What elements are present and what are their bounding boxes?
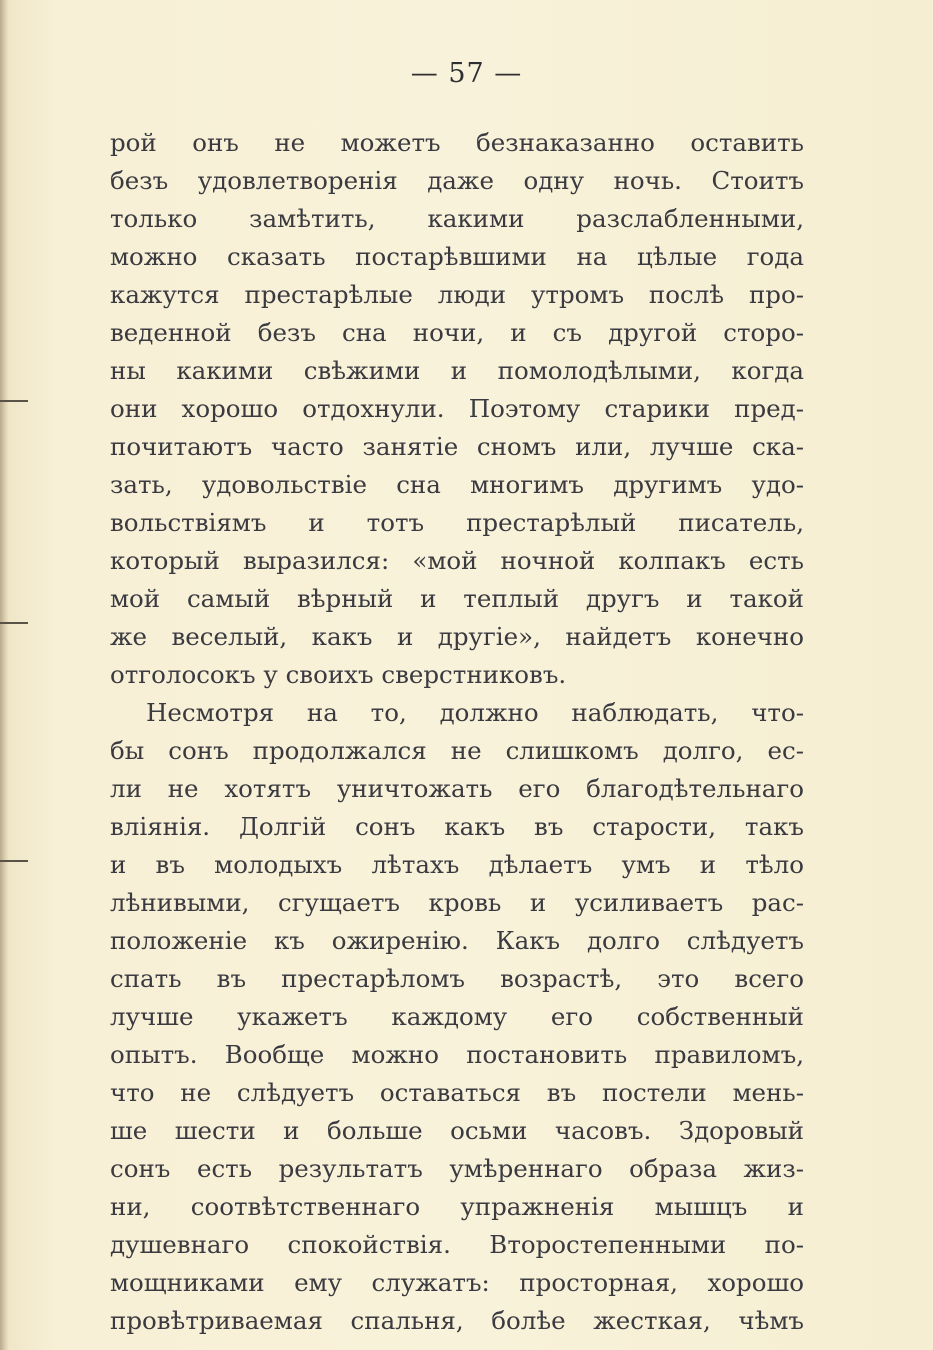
body-text [110,124,804,1340]
text-line: лучше укажетъ каждому его собственный [110,1002,804,1031]
text-line: положеніе къ ожиренію. Какъ долго слѣдуетъ [110,926,804,955]
text-line: можно сказать постарѣвшими на цѣлые года [110,242,804,271]
text-line: спать въ престарѣломъ возрастѣ, это всего [110,964,804,993]
text-line: они хорошо отдохнули. Поэтому старики пред- [110,394,804,423]
text-line: душевнаго спокойствія. Второстепенными по- [110,1230,804,1259]
text-line: же веселый, какъ и другіе», найдетъ конечно [110,622,804,651]
page-binding-edge [0,0,9,1350]
text-line: Несмотря на то, должно наблюдать, что- [146,698,804,727]
text-line: рой онъ не можетъ безнаказанно оставить [110,128,804,157]
text-line: сонъ есть результатъ умѣреннаго образа жиз- [110,1154,804,1183]
text-line: ше шести и больше осьми часовъ. Здоровый [110,1116,804,1145]
page-number: — 57 — [410,58,523,89]
text-line: мощниками ему служатъ: просторная, хорошо [110,1268,804,1297]
text-line: только замѣтить, какими разслабленными, [110,204,804,233]
text-line: который выразился: «мой ночной колпакъ есть [110,546,804,575]
edge-mark [0,400,28,402]
text-line: почитаютъ часто занятіе сномъ или, лучше ска- [110,432,804,461]
text-line: опытъ. Вообще можно постановить правиломъ, [110,1040,804,1069]
text-line: вліянія. Долгій сонъ какъ въ старости, такъ [110,812,804,841]
text-line: мой самый вѣрный и теплый другъ и такой [110,584,804,613]
text-line: вольствіямъ и тотъ престарѣлый писатель, [110,508,804,537]
text-line: провѣтриваемая спальня, болѣе жесткая, чѣмъ [110,1306,804,1335]
text-line: бы сонъ продолжался не слишкомъ долго, ес- [110,736,804,765]
edge-mark [0,622,28,624]
text-line: кажутся престарѣлые люди утромъ послѣ про- [110,280,804,309]
text-line: безъ удовлетворенія даже одну ночь. Стоитъ [110,166,804,195]
text-line: что не слѣдуетъ оставаться въ постели мень- [110,1078,804,1107]
text-line: ны какими свѣжими и помолодѣлыми, когда [110,356,804,385]
text-line: веденной безъ сна ночи, и съ другой сторо- [110,318,804,347]
text-line: ли не хотятъ уничтожать его благодѣтельнаго [110,774,804,803]
text-line: зать, удовольствіе сна многимъ другимъ удо- [110,470,804,499]
text-line: и въ молодыхъ лѣтахъ дѣлаетъ умъ и тѣло [110,850,804,879]
edge-mark [0,860,28,862]
text-line: лѣнивыми, сгущаетъ кровь и усиливаетъ рас- [110,888,804,917]
text-line: отголосокъ у своихъ сверстниковъ. [110,660,567,689]
text-line: ни, соотвѣтственнаго упражненія мышцъ и [110,1192,804,1221]
